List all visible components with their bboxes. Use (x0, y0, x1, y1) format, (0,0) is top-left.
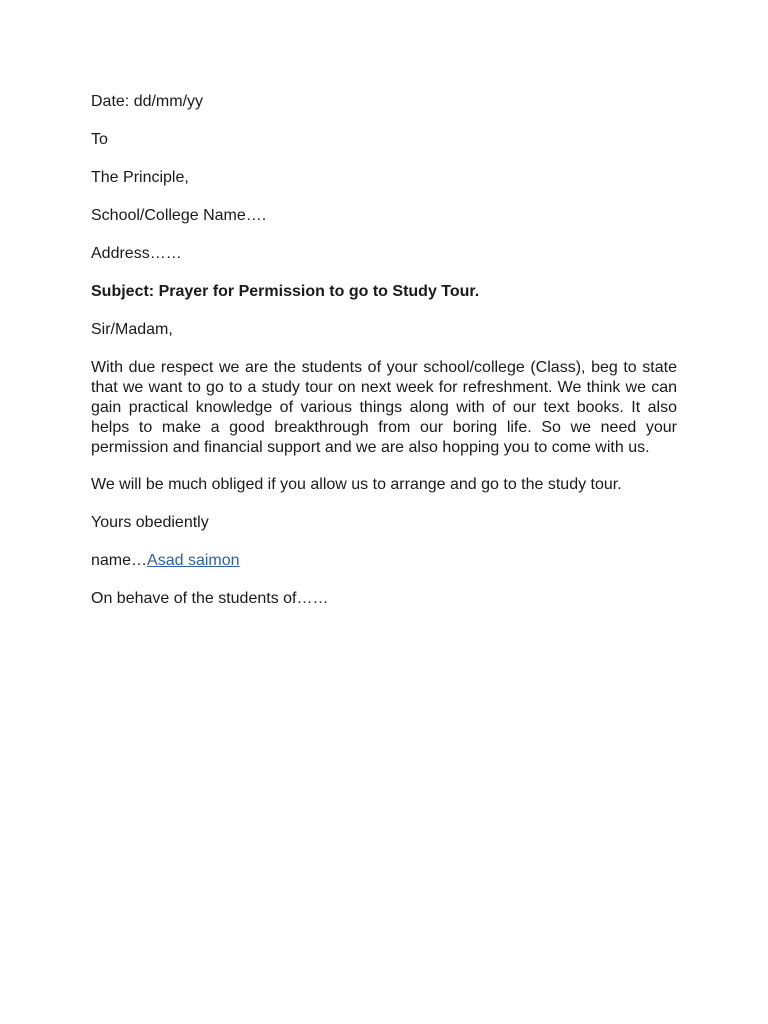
institution-line: School/College Name…. (91, 207, 267, 224)
closing-line: Yours obediently (91, 514, 209, 531)
signer-name-link[interactable]: Asad saimon (147, 552, 240, 569)
behalf-line: On behave of the students of…… (91, 590, 329, 607)
signature-line (91, 551, 677, 571)
body-paragraph-1: With due respect we are the students of your school/college (Class), beg to state that we want to go to a study tour on next week for refreshment. We think we can gain practical knowledge of various things along with of our text books. It also helps to make a good breakthrough from our boring life. So we need your permission and financial support and we are also hopping you to come with us. (91, 359, 677, 456)
body-paragraph-2: We will be much obliged if you allow us to arrange and go to the study tour. (91, 476, 622, 493)
to-line: To (91, 131, 108, 148)
address-line: Address…… (91, 245, 182, 262)
recipient-line: The Principle, (91, 169, 189, 186)
date-line: Date: dd/mm/yy (91, 93, 204, 110)
letter-body (91, 92, 677, 627)
name-prefix: name… (91, 552, 148, 569)
salutation-line: Sir/Madam, (91, 321, 173, 338)
subject-line: Subject: Prayer for Permission to go to Study Tour. (91, 283, 480, 300)
